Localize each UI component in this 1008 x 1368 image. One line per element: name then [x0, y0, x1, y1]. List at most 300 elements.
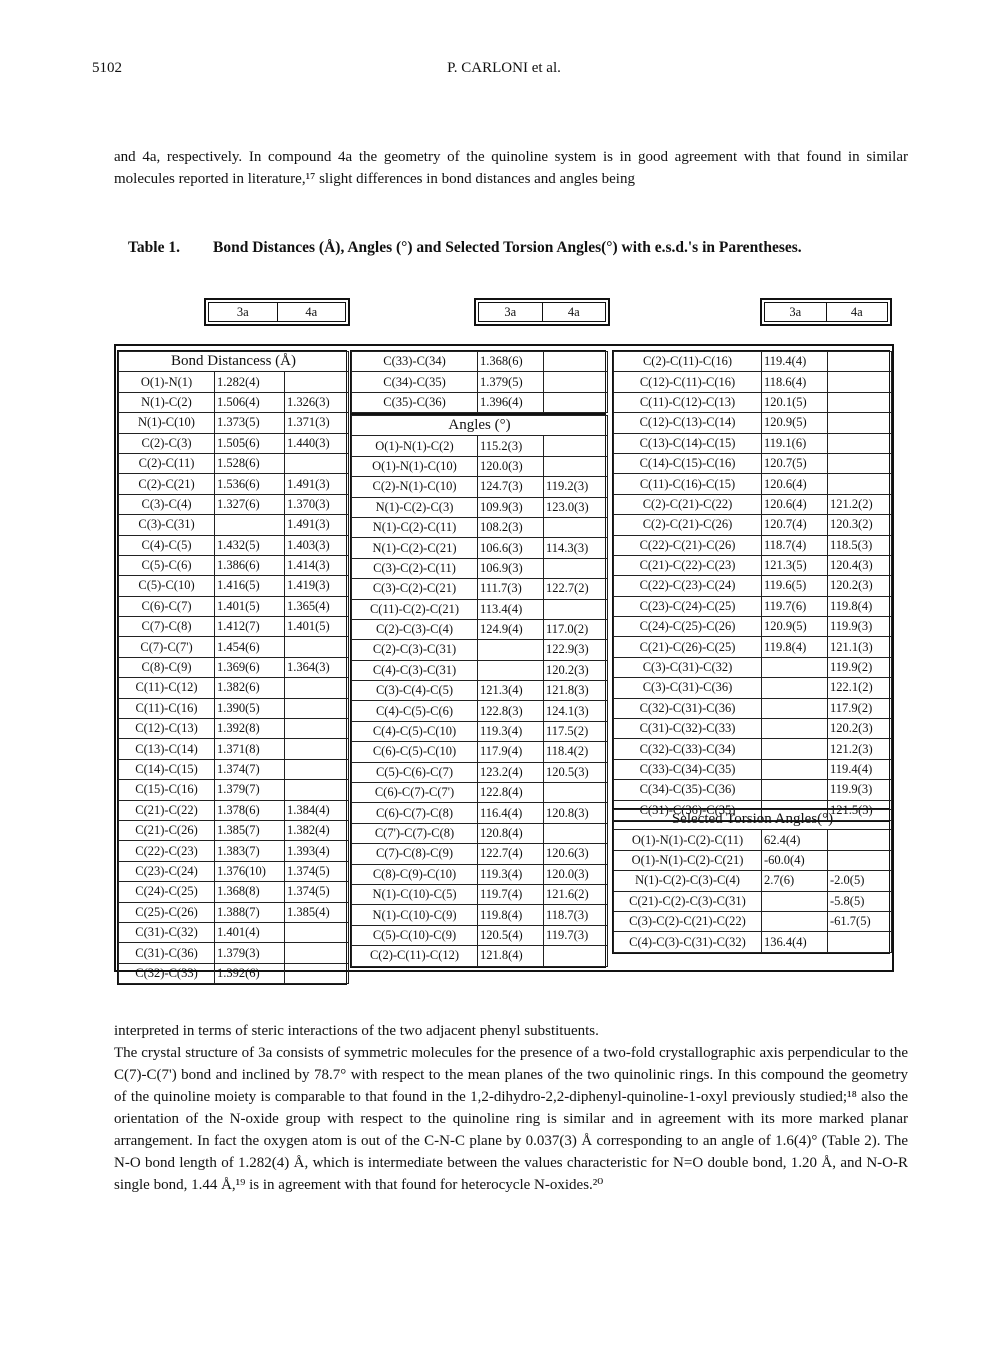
bond-label: C(33)-C(34) [352, 352, 478, 372]
angle-label: C(21)-C(26)-C(25) [614, 637, 762, 657]
angle-value-4a: 114.3(3) [544, 538, 608, 558]
running-head-authors: P. CARLONI et al. [447, 60, 561, 76]
bond-label: C(22)-C(23) [119, 841, 215, 861]
bond-label: C(24)-C(25) [119, 882, 215, 902]
bond-distances-block [117, 350, 347, 985]
angle-label: C(6)-C(5)-C(10) [352, 742, 478, 762]
bond-value-3a: 1.386(6) [215, 555, 285, 575]
angle-value-3a: 119.8(4) [478, 905, 544, 925]
bond-label: C(25)-C(26) [119, 902, 215, 922]
angle-label: C(12)-C(13)-C(14) [614, 413, 762, 433]
angle-label: C(7')-C(7)-C(8) [352, 823, 478, 843]
bond-label: N(1)-C(10) [119, 413, 215, 433]
bond-label: C(7)-C(7') [119, 637, 215, 657]
table-row [119, 657, 349, 677]
angle-value-3a: 123.2(4) [478, 762, 544, 782]
column-header-box-1 [204, 298, 350, 326]
bond-value-4a [285, 922, 349, 942]
bond-value-4a: 1.374(5) [285, 861, 349, 881]
table-row [352, 477, 608, 497]
table-row [119, 922, 349, 942]
torsion-value-4a: -61.7(5) [828, 911, 892, 931]
paragraph-bottom-main: The crystal structure of 3a consists of symmetric molecules for the presence of a two-fold crystallographic axis perpendicular to the C(7)-C(7') bond and inclined by 78.7° with respect to the mean planes of the two quinolinic rings. In this compound the geometry of the quinoline moiety is comparable to that found in the 1,2-dihydro-2,2-diphenyl-quinoline-1-oxyl previously studied;¹⁸ also the orientation of the N-oxide group with respect to the quinoline ring is similar and in agreement with its more marked planar arrangement. In fact the oxygen atom is out of the C-N-C plane by 0.037(3) Å corresponding to an angle of 1.6(4)° (Table 2). The N-O bond length of 1.282(4) Å, which is intermediate between the values characteristic for N=O double bond, 1.20 Å, and N-O-R single bond, 1.44 Å,¹⁹ is in agreement with that found for heterocycle N-oxides.²⁰ [114, 1045, 908, 1193]
angle-label: C(22)-C(23)-C(24) [614, 576, 762, 596]
angle-value-4a: 118.5(3) [828, 535, 892, 555]
torsion-value-3a: -60.0(4) [762, 850, 828, 870]
bond-value-3a: 1.373(5) [215, 413, 285, 433]
angle-title-row [352, 416, 608, 436]
table-row [119, 596, 349, 616]
table-row [119, 555, 349, 575]
bond-value-4a [285, 698, 349, 718]
bond-value-4a [285, 719, 349, 739]
angle-value-4a: 122.7(2) [544, 579, 608, 599]
angle-value-4a: 120.6(3) [544, 844, 608, 864]
angle-label: C(3)-C(2)-C(21) [352, 579, 478, 599]
bond-value-3a: 1.371(8) [215, 739, 285, 759]
table-row [352, 803, 608, 823]
bond-value-3a: 1.528(6) [215, 453, 285, 473]
bond-value-4a: 1.403(3) [285, 535, 349, 555]
bond-value-3a: 1.376(10) [215, 861, 285, 881]
angle-value-4a: 118.7(3) [544, 905, 608, 925]
angle-value-4a: 120.2(3) [544, 660, 608, 680]
torsion-label: C(3)-C(2)-C(21)-C(22) [614, 911, 762, 931]
angle-label: C(33)-C(34)-C(35) [614, 759, 762, 779]
table-row [119, 372, 349, 392]
bond-value-3a: 1.506(4) [215, 392, 285, 412]
table-row [614, 433, 892, 453]
angle-value-4a: 121.2(2) [828, 494, 892, 514]
bond-value-4a [285, 963, 349, 983]
angle-label: N(1)-C(10)-C(9) [352, 905, 478, 925]
table-caption [128, 238, 898, 258]
angle-value-3a: 108.2(3) [478, 517, 544, 537]
angle-value-3a [478, 640, 544, 660]
table-label: Table 1. [128, 239, 180, 256]
angle-value-4a: 122.1(2) [828, 678, 892, 698]
table-row [352, 558, 608, 578]
table-row [352, 844, 608, 864]
bond-value-4a [544, 392, 608, 412]
bond-value-4a: 1.414(3) [285, 555, 349, 575]
bond-label: C(31)-C(32) [119, 922, 215, 942]
torsion-label: N(1)-C(2)-C(3)-C(4) [614, 871, 762, 891]
table-row [614, 911, 892, 931]
col-head-4a: 4a [277, 303, 346, 322]
table-row [614, 637, 892, 657]
bond-value-4a [285, 739, 349, 759]
angle-value-4a: 120.8(3) [544, 803, 608, 823]
angle-value-3a [762, 678, 828, 698]
table-row [614, 515, 892, 535]
torsion-value-3a [762, 891, 828, 911]
angle-value-3a: 120.1(5) [762, 392, 828, 412]
angle-label: C(3)-C(31)-C(32) [614, 657, 762, 677]
table-row [119, 535, 349, 555]
table-row [119, 882, 349, 902]
angle-label: C(13)-C(14)-C(15) [614, 433, 762, 453]
bond-value-3a: 1.412(7) [215, 617, 285, 637]
angle-value-4a: 121.6(2) [544, 884, 608, 904]
bond-label: C(13)-C(14) [119, 739, 215, 759]
table-row [352, 456, 608, 476]
angle-label: C(2)-N(1)-C(10) [352, 477, 478, 497]
table-row [119, 515, 349, 535]
bond-value-3a: 1.383(7) [215, 841, 285, 861]
angle-label: C(32)-C(33)-C(34) [614, 739, 762, 759]
table-row [119, 780, 349, 800]
angle-value-3a: 118.6(4) [762, 372, 828, 392]
angle-value-3a: 121.3(4) [478, 681, 544, 701]
table-row [119, 453, 349, 473]
table-row [119, 759, 349, 779]
angle-value-3a: 119.3(4) [478, 864, 544, 884]
table-row [119, 413, 349, 433]
table-row [352, 436, 608, 456]
angle-label: C(8)-C(9)-C(10) [352, 864, 478, 884]
angle-value-4a: 121.5(3) [828, 800, 892, 820]
angle-value-4a: 123.0(3) [544, 497, 608, 517]
column-header-box-3 [760, 298, 892, 326]
angle-label: C(11)-C(2)-C(21) [352, 599, 478, 619]
table-row [119, 943, 349, 963]
angle-value-4a [828, 474, 892, 494]
torsion-label: O(1)-N(1)-C(2)-C(21) [614, 850, 762, 870]
angle-label: C(6)-C(7)-C(8) [352, 803, 478, 823]
torsion-label: C(21)-C(2)-C(3)-C(31) [614, 891, 762, 911]
angle-value-3a: 120.8(4) [478, 823, 544, 843]
bond-title-row [119, 352, 349, 372]
angle-label: C(7)-C(8)-C(9) [352, 844, 478, 864]
table-row [352, 497, 608, 517]
angle-value-3a: 122.7(4) [478, 844, 544, 864]
bond-value-3a: 1.379(7) [215, 780, 285, 800]
angle-label: C(23)-C(24)-C(25) [614, 596, 762, 616]
bond-value-4a: 1.374(5) [285, 882, 349, 902]
bond-value-4a: 1.491(3) [285, 515, 349, 535]
bond-value-3a: 1.368(6) [478, 352, 544, 372]
angle-label: C(32)-C(31)-C(36) [614, 698, 762, 718]
angle-value-4a: 120.3(2) [828, 515, 892, 535]
angle-value-3a: 120.5(4) [478, 925, 544, 945]
col-head-4a: 4a [826, 303, 888, 322]
paragraph-bottom [114, 1020, 908, 1196]
bond-distances-cont-block [350, 350, 606, 414]
table-row [119, 861, 349, 881]
table-row [352, 660, 608, 680]
table-row [614, 759, 892, 779]
table-row [119, 494, 349, 514]
angle-value-4a: 120.0(3) [544, 864, 608, 884]
table-row [614, 698, 892, 718]
bond-label: C(12)-C(13) [119, 719, 215, 739]
bond-label: C(31)-C(36) [119, 943, 215, 963]
angle-value-4a [828, 352, 892, 372]
paragraph-bottom-line: interpreted in terms of steric interactions of the two adjacent phenyl substituents. [114, 1023, 599, 1039]
paragraph-top [114, 146, 908, 190]
angle-value-3a: 119.7(4) [478, 884, 544, 904]
table-row [119, 678, 349, 698]
bond-value-3a: 1.392(6) [215, 963, 285, 983]
bond-label: C(8)-C(9) [119, 657, 215, 677]
page-number: 5102 [92, 60, 122, 76]
angle-value-4a [544, 558, 608, 578]
bond-value-4a: 1.491(3) [285, 474, 349, 494]
table-row [352, 884, 608, 904]
bond-value-3a: 1.379(5) [478, 372, 544, 392]
angle-value-3a: 109.9(3) [478, 497, 544, 517]
bond-value-3a: 1.378(6) [215, 800, 285, 820]
angle-value-3a: 120.9(5) [762, 617, 828, 637]
table-row [614, 555, 892, 575]
angle-value-4a [544, 783, 608, 803]
table-row [119, 617, 349, 637]
table-row [614, 739, 892, 759]
angle-value-3a: 115.2(3) [478, 436, 544, 456]
table-row [119, 433, 349, 453]
bond-label: C(32)-C(33) [119, 963, 215, 983]
table-row [614, 392, 892, 412]
torsion-value-4a: -2.0(5) [828, 871, 892, 891]
table-row [352, 946, 608, 966]
bond-value-4a [285, 759, 349, 779]
angle-value-3a [762, 719, 828, 739]
angle-value-4a: 119.9(2) [828, 657, 892, 677]
angle-value-4a: 121.8(3) [544, 681, 608, 701]
angle-value-4a [544, 946, 608, 966]
table-row [614, 830, 892, 850]
angle-value-3a [762, 739, 828, 759]
angle-value-4a: 118.4(2) [544, 742, 608, 762]
bond-label: C(23)-C(24) [119, 861, 215, 881]
bond-label: C(6)-C(7) [119, 596, 215, 616]
angle-value-4a: 119.9(3) [828, 617, 892, 637]
angle-label: C(5)-C(10)-C(9) [352, 925, 478, 945]
angle-value-3a [762, 780, 828, 800]
bond-label: C(21)-C(26) [119, 820, 215, 840]
angle-value-4a [544, 823, 608, 843]
bond-value-4a [285, 943, 349, 963]
bond-value-3a: 1.368(8) [215, 882, 285, 902]
bond-value-3a [215, 515, 285, 535]
angle-label: O(1)-N(1)-C(2) [352, 436, 478, 456]
table-row [614, 535, 892, 555]
angle-value-4a [544, 436, 608, 456]
table-row [352, 721, 608, 741]
angle-label: C(31)-C(36)-C(35) [614, 800, 762, 820]
angle-value-4a: 117.5(2) [544, 721, 608, 741]
angle-label: N(1)-C(2)-C(11) [352, 517, 478, 537]
angle-label: C(11)-C(12)-C(13) [614, 392, 762, 412]
table-row [119, 576, 349, 596]
table-row [352, 762, 608, 782]
torsion-value-3a: 2.7(6) [762, 871, 828, 891]
bond-value-3a: 1.454(6) [215, 637, 285, 657]
table-row [614, 780, 892, 800]
bond-value-4a: 1.419(3) [285, 576, 349, 596]
torsion-title-row [614, 810, 892, 830]
table-row [352, 783, 608, 803]
torsion-value-4a [828, 830, 892, 850]
bond-label: C(3)-C(4) [119, 494, 215, 514]
angle-value-3a: 124.9(4) [478, 619, 544, 639]
bond-label: C(2)-C(11) [119, 453, 215, 473]
table-row [352, 579, 608, 599]
angle-label: C(4)-C(5)-C(6) [352, 701, 478, 721]
table-row [352, 823, 608, 843]
angle-label: C(21)-C(22)-C(23) [614, 555, 762, 575]
bond-value-3a: 1.385(7) [215, 820, 285, 840]
table-row [352, 352, 608, 372]
bond-value-4a: 1.326(3) [285, 392, 349, 412]
torsion-value-4a [828, 850, 892, 870]
torsion-value-3a: 62.4(4) [762, 830, 828, 850]
bond-value-3a: 1.401(5) [215, 596, 285, 616]
angle-value-3a: 120.6(4) [762, 494, 828, 514]
angle-label: C(2)-C(3)-C(4) [352, 619, 478, 639]
angle-label: C(2)-C(3)-C(31) [352, 640, 478, 660]
bond-label: C(2)-C(21) [119, 474, 215, 494]
angle-title: Angles (°) [352, 416, 608, 436]
angle-value-3a: 120.7(4) [762, 515, 828, 535]
angle-value-3a: 117.9(4) [478, 742, 544, 762]
table-row [119, 719, 349, 739]
angle-value-3a [762, 698, 828, 718]
col-head-3a: 3a [479, 303, 543, 322]
bond-value-3a: 1.536(6) [215, 474, 285, 494]
torsion-value-4a: -5.8(5) [828, 891, 892, 911]
angle-value-3a: 121.3(5) [762, 555, 828, 575]
table-row [352, 905, 608, 925]
torsion-title: Selected Torsion Angles(°) [614, 810, 892, 830]
angle-value-3a: 118.7(4) [762, 535, 828, 555]
bond-label: C(14)-C(15) [119, 759, 215, 779]
angle-label: C(12)-C(11)-C(16) [614, 372, 762, 392]
bond-value-4a: 1.401(5) [285, 617, 349, 637]
angle-value-3a: 121.8(4) [478, 946, 544, 966]
bond-label: C(3)-C(31) [119, 515, 215, 535]
angle-value-4a: 119.8(4) [828, 596, 892, 616]
angle-value-3a: 106.9(3) [478, 558, 544, 578]
table-row [614, 372, 892, 392]
angle-value-3a: 119.4(4) [762, 352, 828, 372]
table-row [614, 413, 892, 433]
bond-value-4a: 1.370(3) [285, 494, 349, 514]
angle-label: C(2)-C(11)-C(12) [352, 946, 478, 966]
bond-value-4a: 1.440(3) [285, 433, 349, 453]
bond-label: C(4)-C(5) [119, 535, 215, 555]
bond-value-4a: 1.365(4) [285, 596, 349, 616]
table-row [352, 372, 608, 392]
bond-value-4a: 1.385(4) [285, 902, 349, 922]
table-row [119, 698, 349, 718]
angle-value-3a: 119.7(6) [762, 596, 828, 616]
angle-value-3a [478, 660, 544, 680]
angle-value-3a: 120.6(4) [762, 474, 828, 494]
bond-value-3a: 1.388(7) [215, 902, 285, 922]
table-row [614, 576, 892, 596]
bond-value-4a: 1.384(4) [285, 800, 349, 820]
angle-value-4a: 119.2(3) [544, 477, 608, 497]
bond-title: Bond Distancess (Å) [119, 352, 349, 372]
angle-label: C(5)-C(6)-C(7) [352, 762, 478, 782]
table-row [352, 701, 608, 721]
angle-label: C(34)-C(35)-C(36) [614, 780, 762, 800]
bond-label: C(35)-C(36) [352, 392, 478, 412]
angle-label: C(31)-C(32)-C(33) [614, 719, 762, 739]
angle-value-3a [762, 759, 828, 779]
table-row [614, 474, 892, 494]
bond-value-3a: 1.432(5) [215, 535, 285, 555]
bond-value-3a: 1.396(4) [478, 392, 544, 412]
paragraph-top-text: and 4a, respectively. In compound 4a the geometry of the quinoline system is in good agreement with that found in similar molecules reported in literature,¹⁷ slight differences in bond distances and angles being [114, 149, 908, 187]
bond-value-3a: 1.374(7) [215, 759, 285, 779]
angle-value-3a: 116.4(4) [478, 803, 544, 823]
table-row [614, 891, 892, 911]
bond-value-4a [285, 780, 349, 800]
angle-value-4a: 122.9(3) [544, 640, 608, 660]
bond-value-4a: 1.382(4) [285, 820, 349, 840]
bond-value-3a: 1.401(4) [215, 922, 285, 942]
bond-label: C(11)-C(12) [119, 678, 215, 698]
angle-value-4a [828, 453, 892, 473]
angle-value-4a [544, 456, 608, 476]
angle-value-4a: 121.1(3) [828, 637, 892, 657]
table-caption-text: Bond Distances (Å), Angles (°) and Selected Torsion Angles(°) with e.s.d.'s in Parentheses. [213, 239, 802, 256]
angle-label: C(24)-C(25)-C(26) [614, 617, 762, 637]
bond-value-4a: 1.393(4) [285, 841, 349, 861]
angle-value-3a: 124.7(3) [478, 477, 544, 497]
table-row [119, 474, 349, 494]
column-header-box-2 [474, 298, 610, 326]
table-row [352, 681, 608, 701]
bond-label: C(5)-C(6) [119, 555, 215, 575]
table-row [352, 599, 608, 619]
bond-value-4a [544, 372, 608, 392]
angle-value-3a: 122.8(3) [478, 701, 544, 721]
bond-label: C(34)-C(35) [352, 372, 478, 392]
angle-value-4a [544, 599, 608, 619]
table-row [119, 392, 349, 412]
bond-label: N(1)-C(2) [119, 392, 215, 412]
angle-value-4a: 120.4(3) [828, 555, 892, 575]
angle-value-4a: 117.9(2) [828, 698, 892, 718]
angle-label: C(2)-C(21)-C(26) [614, 515, 762, 535]
angle-value-3a: 119.1(6) [762, 433, 828, 453]
bond-value-3a: 1.379(3) [215, 943, 285, 963]
table-row [119, 841, 349, 861]
angle-value-4a [828, 372, 892, 392]
bond-value-4a [544, 352, 608, 372]
angle-label: C(22)-C(21)-C(26) [614, 535, 762, 555]
bond-value-3a: 1.327(6) [215, 494, 285, 514]
table-row [352, 864, 608, 884]
torsion-value-4a [828, 932, 892, 952]
table-row [614, 453, 892, 473]
angles-block [350, 414, 606, 968]
angle-value-4a: 121.2(3) [828, 739, 892, 759]
table-row [614, 678, 892, 698]
table-row [614, 932, 892, 952]
bond-value-4a [285, 637, 349, 657]
table-row [614, 352, 892, 372]
col-head-3a: 3a [765, 303, 827, 322]
bond-value-3a: 1.382(6) [215, 678, 285, 698]
bond-label: C(11)-C(16) [119, 698, 215, 718]
bond-value-3a: 1.390(5) [215, 698, 285, 718]
angle-label: C(2)-C(11)-C(16) [614, 352, 762, 372]
